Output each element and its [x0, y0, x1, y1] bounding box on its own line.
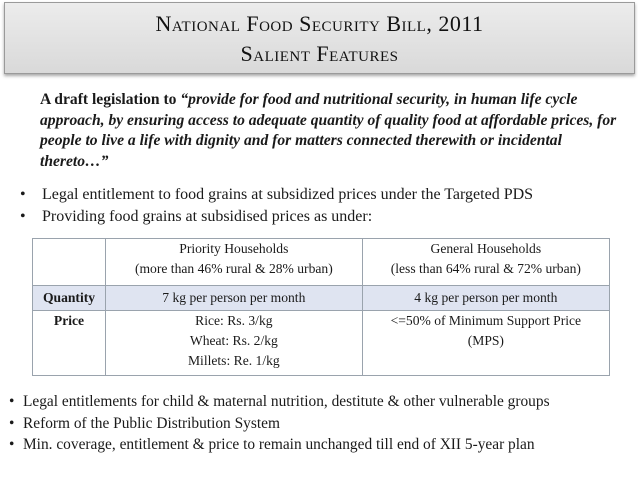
price-line: (MPS) — [467, 333, 504, 348]
quantity-general-cell: 4 kg per person per month — [362, 286, 609, 311]
title-line-2: Salient Features — [240, 41, 399, 66]
bullet-text: Legal entitlements for child & maternal nutrition, destitute & other vulnerable groups — [23, 393, 550, 410]
bullet-marker: • — [20, 186, 26, 203]
price-line: Wheat: Rs. 2/kg — [189, 333, 278, 348]
header-priority-households — [106, 239, 363, 286]
table-header-row — [33, 239, 610, 286]
bullet-marker: • — [9, 436, 15, 453]
bullet-marker: • — [9, 414, 15, 432]
bullet-item — [18, 206, 633, 228]
bullet-item — [8, 434, 634, 456]
title-line-1: National Food Security Bill, 2011 — [155, 11, 484, 36]
header-general-households — [362, 239, 609, 286]
header-subtitle: (more than 46% rural & 28% urban) — [134, 261, 333, 276]
table-row — [33, 286, 610, 311]
bullet-marker: • — [20, 208, 26, 225]
bullet-item — [8, 391, 634, 413]
price-line: Millets: Re. 1/kg — [187, 353, 280, 368]
header-corner-cell — [33, 239, 106, 286]
header-title: General Households — [430, 241, 542, 256]
bullet-item — [8, 413, 634, 435]
quantity-priority-cell: 7 kg per person per month — [106, 286, 363, 311]
bottom-bullet-list — [8, 391, 634, 456]
price-line: <=50% of Minimum Support Price — [390, 313, 582, 328]
bullet-text: Min. coverage, entitlement & price to remain unchanged till end of XII 5-year plan — [23, 436, 535, 453]
row-label-quantity: Quantity — [33, 286, 106, 311]
price-priority-cell — [106, 311, 363, 376]
entitlement-table — [32, 238, 610, 376]
intro-quote: “provide for food and nutritional security, in human life cycle approach, by ensuring access to adequate quantity of quality food at affordable prices, for people to live a life with dignity and for matters connected therewith or incidental thereto…” — [40, 91, 617, 170]
header-subtitle: (less than 64% rural & 72% urban) — [390, 261, 581, 276]
bullet-item — [18, 184, 633, 206]
title-banner — [4, 2, 635, 74]
price-general-cell — [362, 311, 609, 376]
price-line: Rice: Rs. 3/kg — [195, 313, 273, 328]
row-label-price: Price — [33, 311, 106, 376]
bullet-text: Providing food grains at subsidised prices as under: — [42, 208, 373, 225]
bullet-text: Legal entitlement to food grains at subsidized prices under the Targeted PDS — [42, 186, 534, 203]
bullet-text: Reform of the Public Distribution System — [23, 414, 280, 432]
bullet-marker: • — [9, 393, 15, 410]
intro-paragraph — [40, 90, 630, 172]
table-row — [33, 311, 610, 376]
intro-lead: A draft legislation to — [40, 91, 181, 108]
header-title: Priority Households — [179, 241, 289, 256]
top-bullet-list — [18, 184, 633, 228]
